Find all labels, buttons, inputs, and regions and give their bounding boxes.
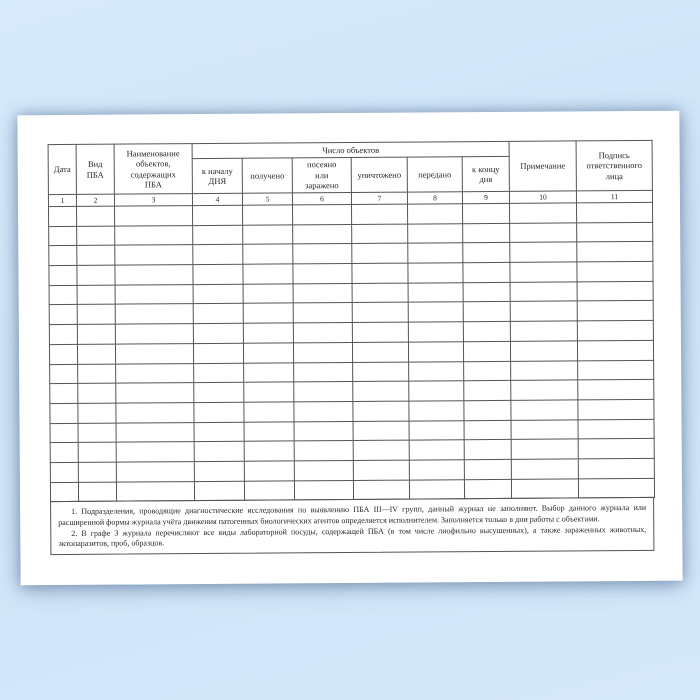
empty-cell: [511, 439, 578, 459]
empty-cell: [243, 225, 293, 245]
column-number: 5: [242, 193, 292, 205]
empty-cell: [577, 321, 653, 341]
empty-cell: [293, 224, 352, 244]
empty-cell: [510, 242, 577, 262]
empty-cell: [577, 222, 653, 242]
empty-cell: [77, 246, 115, 266]
empty-cell: [193, 343, 243, 363]
empty-cell: [352, 243, 408, 263]
empty-cell: [577, 261, 653, 281]
empty-cell: [409, 381, 464, 401]
column-number: 6: [292, 192, 351, 204]
empty-cell: [193, 264, 243, 284]
empty-cell: [50, 462, 78, 482]
empty-cell: [408, 302, 463, 322]
empty-cell: [115, 225, 193, 245]
empty-cell: [352, 283, 408, 303]
empty-cell: [294, 382, 353, 402]
column-number: 2: [76, 194, 114, 206]
empty-cell: [193, 304, 243, 324]
empty-cell: [511, 400, 578, 420]
empty-cell: [50, 384, 78, 404]
empty-cell: [578, 360, 654, 380]
empty-cell: [578, 439, 654, 459]
empty-cell: [294, 401, 353, 421]
empty-cell: [293, 264, 352, 284]
column-number: 1: [48, 194, 76, 206]
empty-cell: [115, 206, 193, 226]
empty-cell: [116, 402, 194, 422]
empty-cell: [353, 460, 409, 480]
empty-cell: [194, 382, 244, 402]
empty-cell: [352, 303, 408, 323]
empty-cell: [49, 285, 77, 305]
empty-cell: [407, 204, 462, 224]
empty-cell: [115, 343, 193, 363]
col-header-end-of-day: к концу дня: [462, 156, 509, 191]
col-header-signature: Подпись ответственного лица: [576, 140, 652, 191]
empty-cell: [511, 459, 578, 479]
empty-cell: [578, 478, 654, 498]
empty-cell: [463, 302, 510, 322]
empty-cell: [293, 244, 352, 264]
empty-cell: [510, 223, 577, 243]
column-number: 11: [576, 190, 652, 203]
empty-cell: [115, 324, 193, 344]
empty-cell: [78, 423, 116, 443]
empty-cell: [243, 264, 293, 284]
col-header-note: Примечание: [509, 141, 576, 191]
empty-cell: [77, 285, 115, 305]
empty-cell: [115, 304, 193, 324]
empty-cell: [244, 382, 294, 402]
empty-cell: [464, 420, 511, 440]
empty-cell: [78, 482, 116, 502]
col-header-transferred: передано: [407, 157, 462, 192]
empty-cell: [577, 202, 653, 222]
footnote-1: 1. Подразделения, проводящие диагностические исследования по выявлению ПБА III—IV групп, данный журнал не заполняют. Выбор данного журнала или расширенной формы журнала учёта движения патогенных биологических агентов определяется исполнителем. Заполняется только в дни работы с объектами.: [58, 503, 647, 527]
empty-cell: [50, 482, 78, 502]
empty-cell: [244, 461, 294, 481]
empty-cell: [294, 362, 353, 382]
empty-cell: [243, 303, 293, 323]
empty-cell: [510, 282, 577, 302]
empty-cell: [511, 479, 578, 499]
empty-cell: [78, 442, 116, 462]
empty-cell: [115, 245, 193, 265]
empty-cell: [353, 401, 409, 421]
empty-cell: [510, 301, 577, 321]
empty-cell: [578, 419, 654, 439]
empty-cell: [50, 423, 78, 443]
col-header-pba-type: Вид ПБА: [76, 144, 114, 194]
empty-cell: [510, 262, 577, 282]
column-number: 4: [192, 193, 242, 205]
col-header-start-of-day: к началу ДНЯ: [192, 158, 242, 193]
empty-cell: [293, 283, 352, 303]
empty-cell: [193, 205, 243, 225]
footnotes-box: [50, 497, 654, 555]
empty-cell: [49, 305, 77, 325]
empty-cell: [116, 363, 194, 383]
empty-cell: [577, 301, 653, 321]
empty-cell: [409, 361, 464, 381]
empty-cell: [464, 381, 511, 401]
empty-cell: [409, 460, 464, 480]
empty-cell: [116, 462, 194, 482]
empty-cell: [353, 440, 409, 460]
empty-cell: [194, 402, 244, 422]
empty-cell: [194, 481, 244, 501]
empty-cell: [408, 322, 463, 342]
empty-cell: [243, 244, 293, 264]
col-header-date: Дата: [48, 144, 76, 194]
empty-cell: [353, 362, 409, 382]
empty-cell: [49, 246, 77, 266]
empty-cell: [243, 343, 293, 363]
empty-cell: [353, 381, 409, 401]
empty-cell: [408, 342, 463, 362]
empty-cell: [49, 226, 77, 246]
empty-cell: [511, 419, 578, 439]
empty-cell: [510, 341, 577, 361]
empty-cell: [352, 224, 408, 244]
empty-cell: [243, 205, 293, 225]
empty-cell: [463, 262, 510, 282]
empty-cell: [77, 206, 115, 226]
empty-cell: [193, 225, 243, 245]
footnote-2: 2. В графе 3 журнала перечисляют все виды лабораторной посуды, содержащей ПБА (в том числе лиофильно высушенных), а также зараженных животных, эктопаразитов, проб, образцов.: [58, 524, 647, 549]
col-header-object-name: Наименование объектов, содержащих ПБА: [114, 144, 192, 195]
empty-cell: [464, 361, 511, 381]
empty-cell: [511, 360, 578, 380]
empty-cell: [293, 342, 352, 362]
empty-cell: [115, 265, 193, 285]
empty-cell: [352, 263, 408, 283]
empty-cell: [293, 323, 352, 343]
col-header-object-count-group: Число объектов: [192, 141, 509, 158]
empty-cell: [194, 363, 244, 383]
empty-cell: [578, 458, 654, 478]
empty-cell: [50, 364, 78, 384]
empty-cell: [463, 322, 510, 342]
empty-cell: [294, 441, 353, 461]
empty-cell: [78, 364, 116, 384]
empty-cell: [577, 242, 653, 262]
empty-cell: [409, 440, 464, 460]
pba-journal-table: [48, 140, 656, 503]
empty-cell: [193, 323, 243, 343]
empty-cell: [194, 422, 244, 442]
empty-cell: [49, 325, 77, 345]
empty-cell: [294, 460, 353, 480]
empty-cell: [352, 342, 408, 362]
empty-cell: [77, 226, 115, 246]
empty-cell: [194, 441, 244, 461]
empty-cell: [77, 265, 115, 285]
empty-cell: [78, 462, 116, 482]
empty-cell: [49, 265, 77, 285]
empty-cell: [243, 323, 293, 343]
column-number: 7: [351, 192, 407, 204]
empty-cell: [116, 383, 194, 403]
empty-cell: [408, 223, 463, 243]
empty-cell: [409, 479, 464, 499]
empty-cell: [49, 206, 77, 226]
empty-cell: [77, 324, 115, 344]
col-header-seeded-or-infected: посеяно или заражено: [292, 157, 351, 192]
empty-cell: [511, 380, 578, 400]
empty-cell: [463, 341, 510, 361]
empty-cell: [408, 263, 463, 283]
table-body: [49, 202, 655, 502]
empty-cell: [78, 383, 116, 403]
empty-cell: [50, 403, 78, 423]
empty-cell: [294, 421, 353, 441]
empty-cell: [463, 223, 510, 243]
empty-cell: [193, 284, 243, 304]
empty-cell: [351, 204, 407, 224]
empty-cell: [116, 442, 194, 462]
empty-cell: [77, 305, 115, 325]
empty-cell: [292, 204, 351, 224]
empty-cell: [244, 362, 294, 382]
empty-cell: [578, 399, 654, 419]
empty-cell: [49, 344, 77, 364]
empty-cell: [294, 480, 353, 500]
empty-cell: [50, 443, 78, 463]
page-content: [17, 111, 682, 555]
document-page: [17, 111, 682, 586]
empty-cell: [244, 402, 294, 422]
empty-cell: [77, 344, 115, 364]
empty-cell: [464, 459, 511, 479]
empty-cell: [464, 479, 511, 499]
empty-cell: [408, 243, 463, 263]
empty-cell: [352, 322, 408, 342]
empty-cell: [78, 403, 116, 423]
column-number: 10: [509, 191, 576, 203]
empty-cell: [409, 401, 464, 421]
empty-cell: [193, 245, 243, 265]
empty-cell: [577, 281, 653, 301]
empty-cell: [115, 284, 193, 304]
col-header-destroyed: уничтожено: [351, 157, 407, 192]
empty-cell: [244, 421, 294, 441]
empty-cell: [353, 480, 409, 500]
empty-cell: [578, 380, 654, 400]
empty-cell: [510, 321, 577, 341]
empty-cell: [463, 282, 510, 302]
empty-cell: [463, 243, 510, 263]
empty-cell: [510, 203, 577, 223]
empty-cell: [464, 440, 511, 460]
empty-cell: [244, 441, 294, 461]
empty-cell: [116, 422, 194, 442]
column-number: 9: [462, 191, 509, 203]
empty-cell: [194, 461, 244, 481]
empty-cell: [462, 203, 509, 223]
empty-cell: [464, 400, 511, 420]
empty-cell: [353, 421, 409, 441]
empty-cell: [577, 340, 653, 360]
column-number: 3: [114, 194, 192, 207]
column-number: 8: [407, 192, 462, 204]
empty-cell: [408, 282, 463, 302]
col-header-received: получено: [242, 158, 292, 193]
empty-cell: [244, 481, 294, 501]
empty-cell: [293, 303, 352, 323]
empty-cell: [409, 420, 464, 440]
empty-cell: [116, 481, 194, 501]
empty-cell: [243, 284, 293, 304]
